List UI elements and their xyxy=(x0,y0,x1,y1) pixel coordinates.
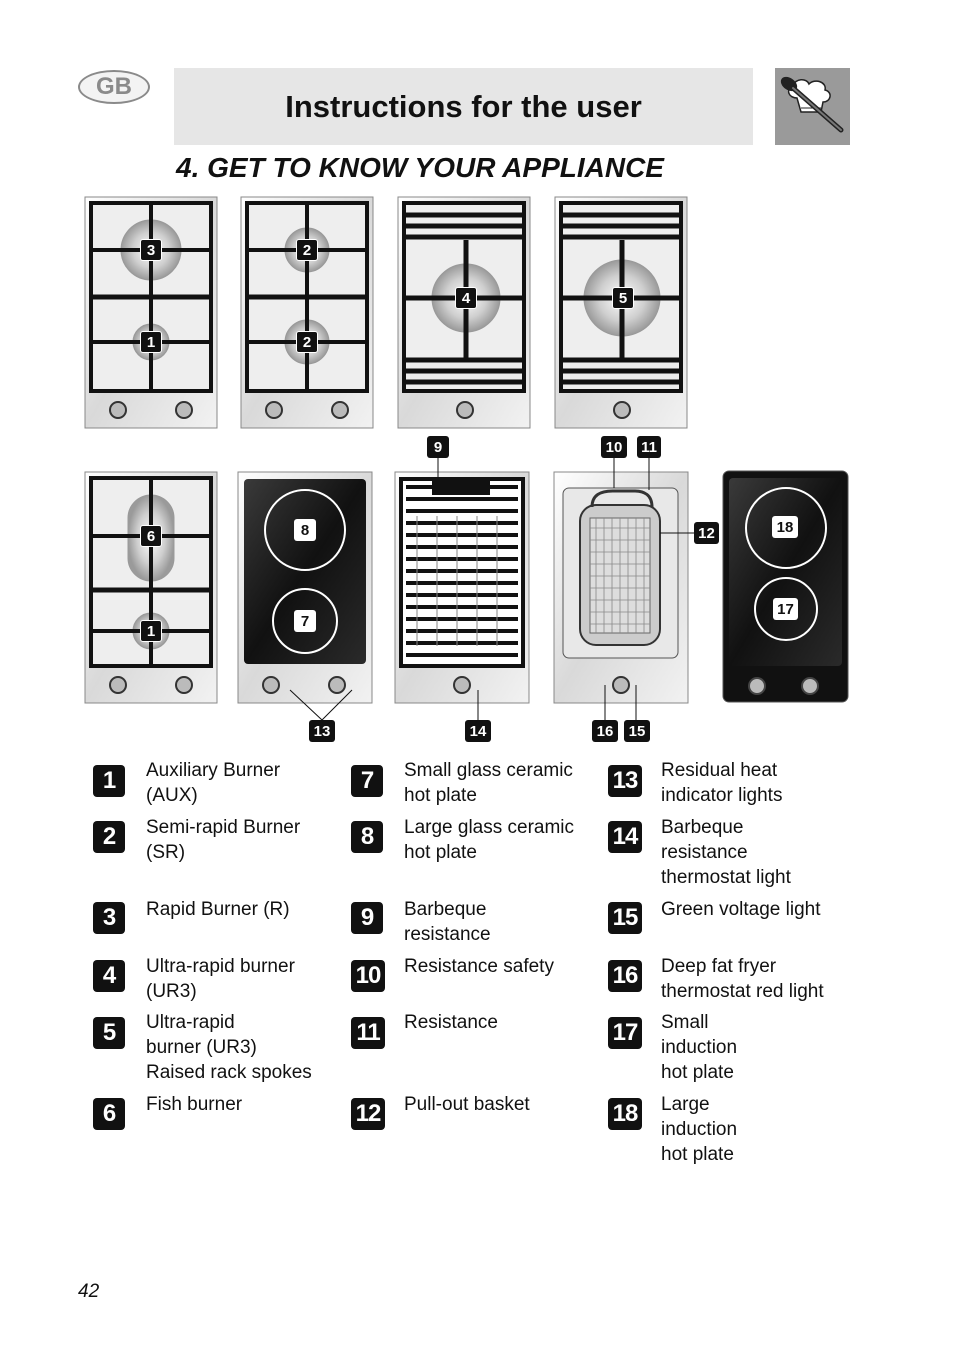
language-badge: GB xyxy=(78,70,150,104)
legend-label: Auxiliary Burner (AUX) xyxy=(146,760,281,806)
callout-13: 13 xyxy=(309,720,335,742)
callout-14: 14 xyxy=(465,720,491,742)
legend-label: Deep fat fryer thermostat red light xyxy=(661,956,824,1002)
hob-glass-ceramic xyxy=(238,472,372,703)
legend-badge: 2 xyxy=(93,821,125,853)
hob-ultra-rapid xyxy=(398,197,530,428)
legend-badge: 17 xyxy=(608,1017,642,1049)
legend-label: Ultra-rapid burner (UR3) xyxy=(146,956,295,1002)
callout-3: 3 xyxy=(140,239,162,261)
hob-rapid-aux xyxy=(85,197,217,428)
legend-badge: 15 xyxy=(608,902,642,934)
legend-badge: 14 xyxy=(608,821,642,853)
hob-deep-fryer xyxy=(554,472,688,703)
callout-16: 16 xyxy=(592,720,618,742)
legend-badge: 3 xyxy=(93,902,125,934)
hob-ultra-rapid-raised xyxy=(555,197,687,428)
legend-badge: 11 xyxy=(351,1017,385,1049)
legend-label: Pull-out basket xyxy=(404,1094,530,1115)
legend-badge: 5 xyxy=(93,1017,125,1049)
legend-badge: 12 xyxy=(351,1098,385,1130)
legend-label: Residual heat indicator lights xyxy=(661,760,783,806)
callout-12: 12 xyxy=(694,522,719,544)
callout-10: 10 xyxy=(601,436,627,458)
callout-2: 2 xyxy=(296,331,318,353)
legend-label: Barbeque resistance thermostat light xyxy=(661,817,791,888)
callout-11: 11 xyxy=(637,436,661,458)
legend-badge: 16 xyxy=(608,960,642,992)
callout-1: 1 xyxy=(140,331,162,353)
legend-label: Small induction hot plate xyxy=(661,1012,738,1083)
callout-2: 2 xyxy=(296,239,318,261)
callout-6: 6 xyxy=(140,525,162,547)
legend-label: Ultra-rapid burner (UR3) Raised rack spokes xyxy=(146,1012,312,1083)
legend-badge: 10 xyxy=(351,960,385,992)
legend-label: Green voltage light xyxy=(661,899,821,920)
legend-badge: 9 xyxy=(351,902,383,934)
legend-label: Resistance xyxy=(404,1012,498,1033)
legend-badge: 18 xyxy=(608,1098,642,1130)
callout-5: 5 xyxy=(612,287,634,309)
legend-badge: 6 xyxy=(93,1098,125,1130)
legend-badge: 8 xyxy=(351,821,383,853)
legend-badge: 4 xyxy=(93,960,125,992)
legend-badge: 1 xyxy=(93,765,125,797)
legend-label: Large glass ceramic hot plate xyxy=(404,817,575,863)
callout-8: 8 xyxy=(294,519,316,541)
callout-18: 18 xyxy=(772,516,798,538)
hob-induction xyxy=(723,471,848,702)
callout-17: 17 xyxy=(773,598,798,620)
page-number: 42 xyxy=(78,1281,100,1302)
section-heading: 4. GET TO KNOW YOUR APPLIANCE xyxy=(176,152,664,183)
callout-7: 7 xyxy=(294,610,316,632)
hob-fish-aux xyxy=(85,472,217,703)
legend-label: Resistance safety xyxy=(404,956,554,977)
legend-label: Rapid Burner (R) xyxy=(146,899,290,920)
legend-label: Semi-rapid Burner (SR) xyxy=(146,817,301,863)
hob-barbeque xyxy=(395,472,529,703)
hob-semi-rapid xyxy=(241,197,373,428)
legend-label: Barbeque resistance xyxy=(404,899,491,945)
legend-label: Small glass ceramic hot plate xyxy=(404,760,573,806)
callout-4: 4 xyxy=(455,287,477,309)
page-title: Instructions for the user xyxy=(285,88,642,124)
callout-15: 15 xyxy=(624,720,650,742)
legend-badge: 7 xyxy=(351,765,383,797)
legend-badge: 13 xyxy=(608,765,642,797)
legend-label: Large induction hot plate xyxy=(661,1094,738,1165)
callout-9: 9 xyxy=(427,436,449,458)
legend-label: Fish burner xyxy=(146,1094,243,1115)
callout-1: 1 xyxy=(140,620,162,642)
